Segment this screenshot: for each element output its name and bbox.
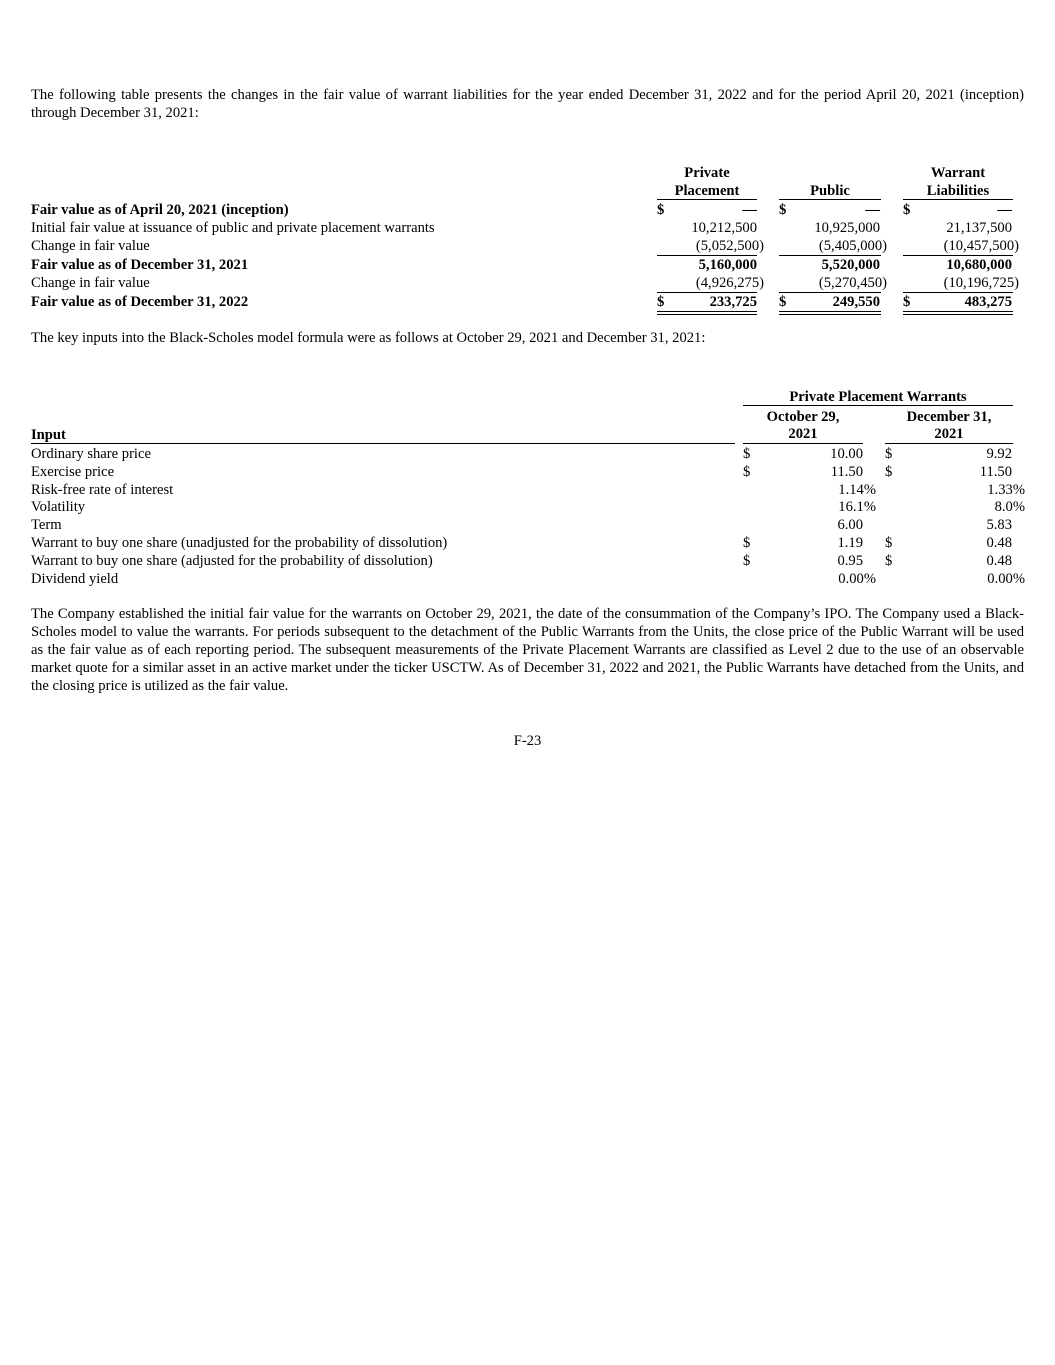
table-row-label: Fair value as of December 31, 2022 (31, 294, 249, 310)
cell-oct: 0.95 (837, 553, 863, 569)
cell-warrant: 21,137,500 (946, 220, 1012, 236)
table-row-label: Warrant to buy one share (adjusted for the probability of dissolution) (31, 553, 433, 569)
cell-oct: 6.00 (837, 517, 863, 533)
header-underline (885, 443, 1013, 444)
currency-symbol: $ (657, 294, 665, 310)
currency-symbol: $ (885, 446, 893, 462)
table-row-label: Dividend yield (31, 571, 119, 587)
header-underline (779, 199, 881, 200)
currency-symbol: $ (657, 202, 665, 218)
cell-public: — (865, 202, 880, 218)
col-header-dec-line2: 2021 (934, 426, 964, 442)
cell-oct: 1.14% (838, 482, 876, 498)
currency-symbol: $ (779, 202, 787, 218)
col-header-private-line1: Private (684, 165, 730, 181)
currency-symbol: $ (903, 202, 911, 218)
cell-dec: 0.00% (987, 571, 1025, 587)
page-number: F-23 (513, 733, 542, 749)
cell-warrant: (10,457,500) (943, 238, 1019, 254)
closing-paragraph: The Company established the initial fair value for the warrants on October 29, 2021, the date of the consummation of the Company’s IPO. The Company used a Black-Scholes model to value the warrants. For periods subsequent to the detachment of the Public Warrants from the Units, the close price of the Public Warrant will be used as the fair value as of each reporting period. The subsequent measurements of the Private Placement Warrants are classified as Level 2 due to the use of an observable market quote for a similar asset in an active market under the ticker USCTW. As of December 31, 2022 and 2021, the Public Warrants have detached from the Units, and the closing price is utilized as the fair value. (31, 606, 1024, 694)
table-row-label: Volatility (31, 499, 86, 515)
group-header-underline (743, 405, 1013, 406)
currency-symbol: $ (743, 464, 751, 480)
col-header-oct-line1: October 29, (766, 409, 840, 425)
cell-oct: 0.00% (838, 571, 876, 587)
total-double-line (779, 311, 881, 315)
cell-public: 5,520,000 (821, 257, 880, 273)
header-underline (903, 199, 1013, 200)
currency-symbol: $ (885, 535, 893, 551)
cell-private: 10,212,500 (691, 220, 757, 236)
cell-warrant: 10,680,000 (946, 257, 1012, 273)
cell-oct: 10.00 (830, 446, 863, 462)
cell-dec: 8.0% (994, 499, 1025, 515)
cell-private: (5,052,500) (695, 238, 764, 254)
cell-dec: 9.92 (986, 446, 1012, 462)
cell-dec: 0.48 (986, 553, 1012, 569)
header-underline (31, 443, 735, 444)
currency-symbol: $ (903, 294, 911, 310)
table-row-label: Warrant to buy one share (unadjusted for the probability of dissolution) (31, 535, 448, 551)
table-row-label: Risk-free rate of interest (31, 482, 174, 498)
cell-oct: 1.19 (837, 535, 863, 551)
cell-dec: 0.48 (986, 535, 1012, 551)
cell-dec: 1.33% (987, 482, 1025, 498)
total-double-line (657, 311, 757, 315)
header-underline (657, 199, 757, 200)
table-row-label: Ordinary share price (31, 446, 151, 462)
cell-oct: 16.1% (838, 499, 876, 515)
group-header-private-placement-warrants: Private Placement Warrants (789, 389, 967, 405)
col-header-dec-line1: December 31, (906, 409, 992, 425)
total-double-line (903, 311, 1013, 315)
intro-paragraph: The following table presents the changes in the fair value of warrant liabilities for the year ended December 31, 2022 and for the period April 20, 2021 (inception) through December 31, 2021: (31, 87, 1024, 121)
cell-public: (5,405,000) (818, 238, 887, 254)
input-header: Input (31, 427, 66, 443)
cell-dec: 11.50 (979, 464, 1012, 480)
cell-private: — (742, 202, 757, 218)
cell-public: (5,270,450) (818, 275, 887, 291)
currency-symbol: $ (743, 535, 751, 551)
col-header-warrant-line1: Warrant (930, 165, 986, 181)
cell-warrant: (10,196,725) (943, 275, 1019, 291)
table-row-label: Term (31, 517, 62, 533)
col-header-warrant-line2: Liabilities (926, 183, 990, 199)
col-header-oct-line2: 2021 (788, 426, 818, 442)
cell-oct: 11.50 (830, 464, 863, 480)
currency-symbol: $ (743, 446, 751, 462)
header-underline (743, 443, 863, 444)
table-row-label: Exercise price (31, 464, 115, 480)
table-row-label: Fair value as of December 31, 2021 (31, 257, 249, 273)
cell-warrant: — (997, 202, 1012, 218)
cell-private: 5,160,000 (698, 257, 757, 273)
col-header-private-line2: Placement (674, 183, 740, 199)
cell-private: 233,725 (709, 294, 757, 310)
cell-public: 10,925,000 (814, 220, 880, 236)
cell-public: 249,550 (832, 294, 880, 310)
table-row-label: Change in fair value (31, 238, 150, 254)
currency-symbol: $ (885, 464, 893, 480)
cell-warrant: 483,275 (964, 294, 1012, 310)
currency-symbol: $ (885, 553, 893, 569)
cell-dec: 5.83 (986, 517, 1012, 533)
col-header-public: Public (810, 183, 850, 199)
cell-private: (4,926,275) (695, 275, 764, 291)
table-row-label: Initial fair value at issuance of public and private placement warrants (31, 220, 435, 236)
currency-symbol: $ (779, 294, 787, 310)
table-row-label: Fair value as of April 20, 2021 (inception) (31, 202, 289, 218)
table-row-label: Change in fair value (31, 275, 150, 291)
black-scholes-paragraph: The key inputs into the Black-Scholes model formula were as follows at October 29, 2021 and December 31, 2021: (31, 330, 706, 346)
currency-symbol: $ (743, 553, 751, 569)
